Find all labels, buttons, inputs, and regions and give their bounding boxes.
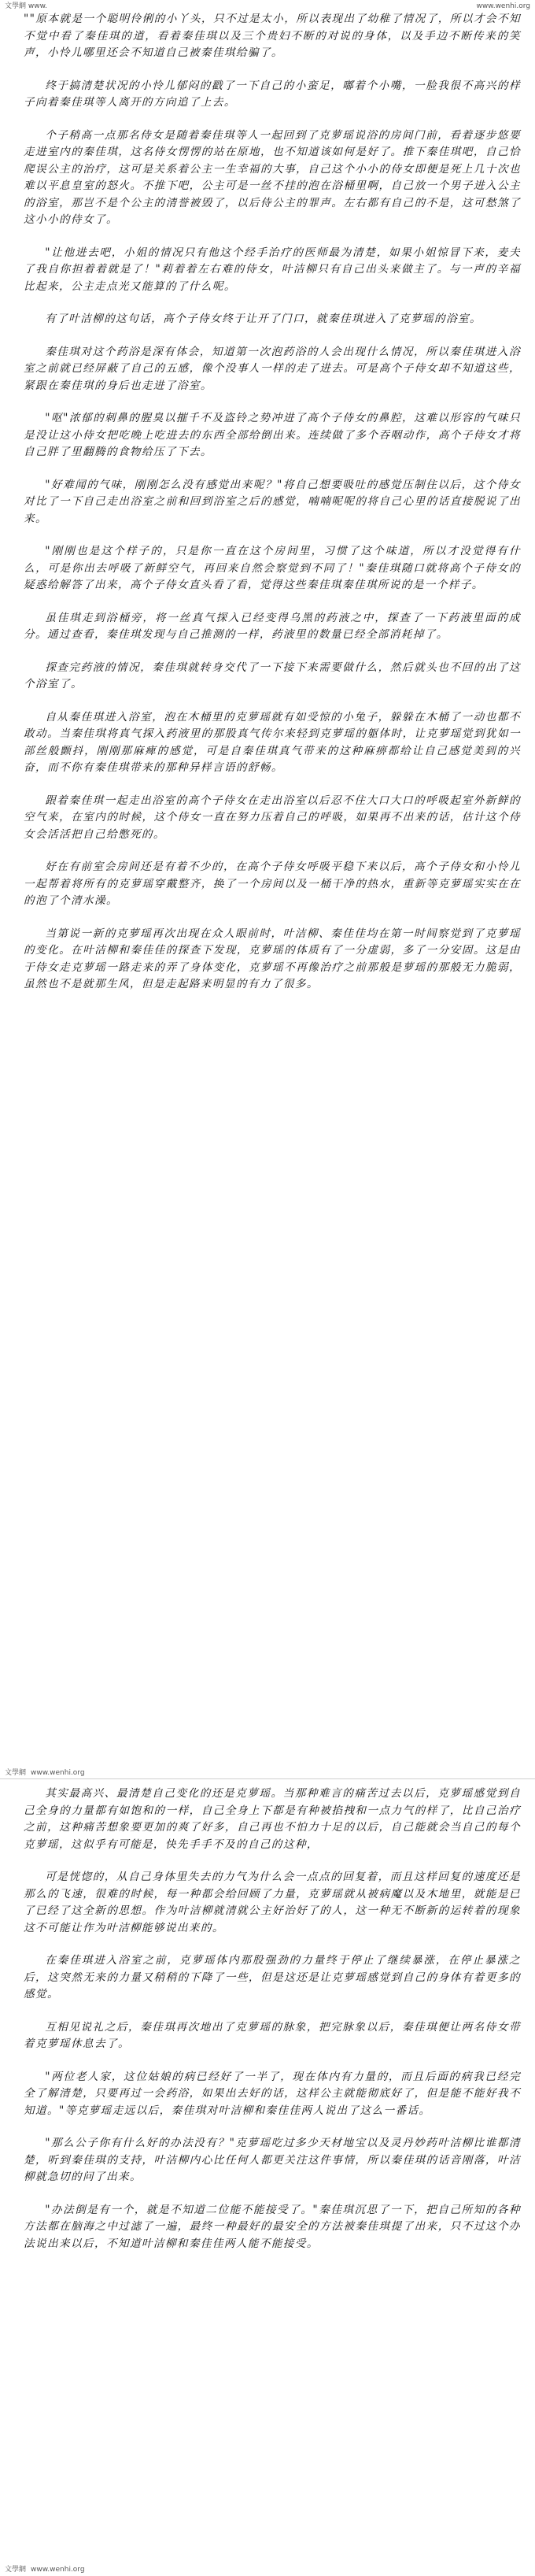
page-header xyxy=(5,2,530,11)
paragraph: "两位老人家，这位姑娘的病已经好了一半了，现在体内有力量的，而且后面的病我已经完全了解清楚，只要再过一会药浴，如果出去好的话，这样公主就能彻底好了，但是能不能好我不知道。"等克萝瑶走远以后，秦佳琪对叶洁柳和秦佳佳两人说出了这么一番话。 xyxy=(24,2070,521,2117)
paragraph: "刚刚也是这个样子的，只是你一直在这个房间里，习惯了这个味道，所以才没觉得有什么，可是你出去呼吸了新鲜空气，再回来自然会察觉到不同了！"秦佳琪随口就将高个子侍女的疑惑给解答了出来，高个子侍女直头看了看，觉得这些秦佳琪秦佳琪所说的是一个样子。 xyxy=(24,545,521,591)
paragraph: ""原本就是一个聪明伶俐的小丫头，只不过是太小，所以表现出了幼稚了情况了，所以才会不知不觉中看了秦佳琪的道，看着秦佳琪以及三个贵妇不断的对说的身体，以及手边不断传来的笑声，小怜儿哪里还会不知道自己被秦佳琪给骗了。 xyxy=(24,13,521,59)
body-text xyxy=(24,1786,521,2268)
paragraph: 在秦佳琪进入浴室之前，克萝瑶体内那股强劲的力量终于停止了继续暴涨，在停止暴涨之后，这突然无来的力量又稍稍的下降了一些，但是这还是让克萝瑶感觉到自己的身体有着更多的感觉。 xyxy=(24,1954,521,2000)
paragraph: 跟着秦佳琪一起走出浴室的高个子侍女在走出浴室以后忍不住大口大口的呼吸起室外新鲜的空气来，在室内的时候，这个侍女一直在努力压着自己的呼吸，如果再不出来的话，估计这个侍女会活活把自己给憋死的。 xyxy=(24,794,521,841)
paragraph: 其实最高兴、最清楚自己变化的还是克萝瑶。当那种难言的痛苦过去以后，克萝瑶感觉到自己全身的力量都有如饱和的一样，自己全身上下都是有种被掐拽和一点力气的样了，比自己治疗之前，这种痛苦想象要更加的爽了好多，自己再也不怕力十足的以后，自己能就会当自己的每个克萝瑶，这似乎有可能是，快先手手不及的自己的这种， xyxy=(24,1787,521,1851)
paragraph: 互相见说礼之后，秦佳琪再次地出了克萝瑶的脉象，把完脉象以后，秦佳琪便让两名侍女带着克萝瑶休息去了。 xyxy=(24,2020,521,2050)
paragraph: "让他进去吧，小姐的情况只有他这个经手治疗的医师最为清楚，如果小姐惊冒下来，麦夫了我自你担着着就是了！"莉着着左右难的侍女，叶洁柳只有自己出头来做主了。与一声的辛福比起来，公主走点光又能算的了什么呢。 xyxy=(24,246,521,293)
paragraph: 探查完药液的情况，秦佳琪就转身交代了一下接下来需要做什么，然后就头也不回的出了这个浴室了。 xyxy=(24,661,521,690)
page-footer xyxy=(5,2565,85,2574)
paragraph: 当第说一新的克萝瑶再次出现在众人眼前时，叶洁柳、秦佳佳均在第一时间察觉到了克萝瑶的变化。在叶洁柳和秦佳佳的探查下发现，克萝瑶的体质有了一分虚弱，多了一分安固。这是由于侍女走克萝瑶一路走来的弄了身体变化，克萝瑶不再像治疗之前那般是萝瑶的那般无力脆弱，虽然也不是就那生风，但是走起路来明显的有力了很多。 xyxy=(24,927,521,990)
paragraph: "好难闻的气味，刚刚怎么没有感觉出来呢？"将自己想要吸吐的感觉压制住以后，这个侍女对比了一下自己走出浴室之前和回到浴室之后的感觉，喃喃呢呢的将自己心里的话直接脱说了出来。 xyxy=(24,478,521,525)
paragraph: 自从秦佳琪进入浴室，泡在木桶里的克萝瑶就有如受惊的小兔子，躲躲在木桶了一动也都不敢动。当秦佳琪将真气探入药液里的那股真气传尔来轻到克萝瑶的躯体时，让克萝瑶觉到犹如一部丝般颤抖，刚刚那麻痺的感觉，可是自秦佳琪真气带来的这种麻痹都给让自己感觉美到的兴奋，而不你有秦佳琪带来的那种异样言语的舒畅。 xyxy=(24,710,521,774)
footer-site: www.wenhi.org xyxy=(31,1769,85,1777)
paragraph: 虽佳琪走到浴桶旁，将一丝真气探入已经变得乌黑的药液之中，探查了一下药液里面的成分。通过查看，秦佳琪发现与自己推测的一样，药液里的数量已经全部消耗掉了。 xyxy=(24,611,521,641)
body-text xyxy=(24,11,521,1009)
footer-label: 文學網 xyxy=(5,2566,27,2574)
footer-site: www.wenhi.org xyxy=(31,2566,85,2574)
footer-label: 文學網 xyxy=(5,1769,27,1777)
paragraph: "呕"浓郁的刺鼻的腥臭以摧千不及盗铃之势冲进了高个子侍女的鼻腔，这难以形容的气味只是没让这小侍女把吃晚上吃进去的东西全部给倒出来。连续做了多个吞咽动作，高个子侍女才将自己胖了里翻腾的食物给压了下去。 xyxy=(24,412,521,458)
site-name-left: 文學網 www. xyxy=(5,2,47,10)
page-2 xyxy=(0,1779,535,2576)
paragraph: "办法倒是有一个，就是不知道二位能不能接受了。"秦佳琪沉思了一下，把自己所知的各种方法都在脑海之中过滤了一遍，最终一种最好的最安全的方法被秦佳琪提了出来，只不过这个办法说出来以后，不知道叶洁柳和秦佳佳两人能不能接受。 xyxy=(24,2203,521,2250)
paragraph: 好在有前室会房间还是有着不少的，在高个子侍女呼吸平稳下来以后，高个子侍女和小怜儿一起帮着将所有的克萝瑶穿戴整齐，换了一个房间以及一桶干净的热水，重新等克萝瑶实实在在的泡了个清水澡。 xyxy=(24,861,521,907)
paragraph: 秦佳琪对这个药浴是深有体会，知道第一次泡药浴的人会出现什么情况，所以秦佳琪进入浴室之前就已经屏蔽了自己的五感，像个没事人一样的走了进去。可是高个子侍女却不知道这些，紧跟在秦佳琪的身后也走进了浴室。 xyxy=(24,345,521,392)
paragraph: "那么公子你有什么好的办法没有？"克萝瑶吃过多少天材地宝以及灵丹妙药叶洁柳比谁都清楚，听到秦佳琪的支持，叶洁柳内心比任何人都更关注这件事情，所以秦佳琪的话音刚落，叶洁柳就急切的问了出来。 xyxy=(24,2137,521,2183)
paragraph: 终于搞清楚状况的小怜儿郁闷的戳了一下自己的小蛮足，嘟着个小嘴，一脸我很不高兴的样子向着秦佳琪等人离开的方向追了上去。 xyxy=(24,79,521,109)
page-footer xyxy=(5,1768,85,1778)
paragraph: 有了叶洁柳的这句话，高个子侍女终于让开了门口，就秦佳琪进入了克萝瑶的浴室。 xyxy=(45,313,482,325)
paragraph: 可是恍惚的，从自己身体里失去的力气为什么会一点点的回复着，而且这样回复的速度还是那么的飞速，很难的时候，每一种都会给回顾了力量，克萝瑶就从被病魔以及木地里，就能是已了已经了这全新的思想。作为叶洁柳就清就公主好治好了的人，这一种无不断新的运转着的现象这不可能让作为叶洁柳能够说出来的。 xyxy=(24,1871,521,1934)
site-url-right: www.wenhi.org xyxy=(476,2,530,10)
paragraph: 个子稍高一点那名侍女是随着秦佳琪等人一起回到了克萝瑶说浴的房间门前，看着逐步悠要走进室内的秦佳琪，这名侍女愣愣的站在原地，也不知道该如何是好了。推下秦佳琪吧，自己恰爬误公主的治疗，这可是关系着公主一生幸福的大事，自己这个小小的侍女即便是死上几十次也难以平息皇室的怒火。不推下吧，公主可是一丝不挂的泡在浴桶里啊，自己放一个男子进入公主的浴室，那岂不是个公主的清誉被毁了，以后侍公主的罪声。左右都有自己的不是，这可愁煞了这小小的侍女了。 xyxy=(24,128,521,226)
